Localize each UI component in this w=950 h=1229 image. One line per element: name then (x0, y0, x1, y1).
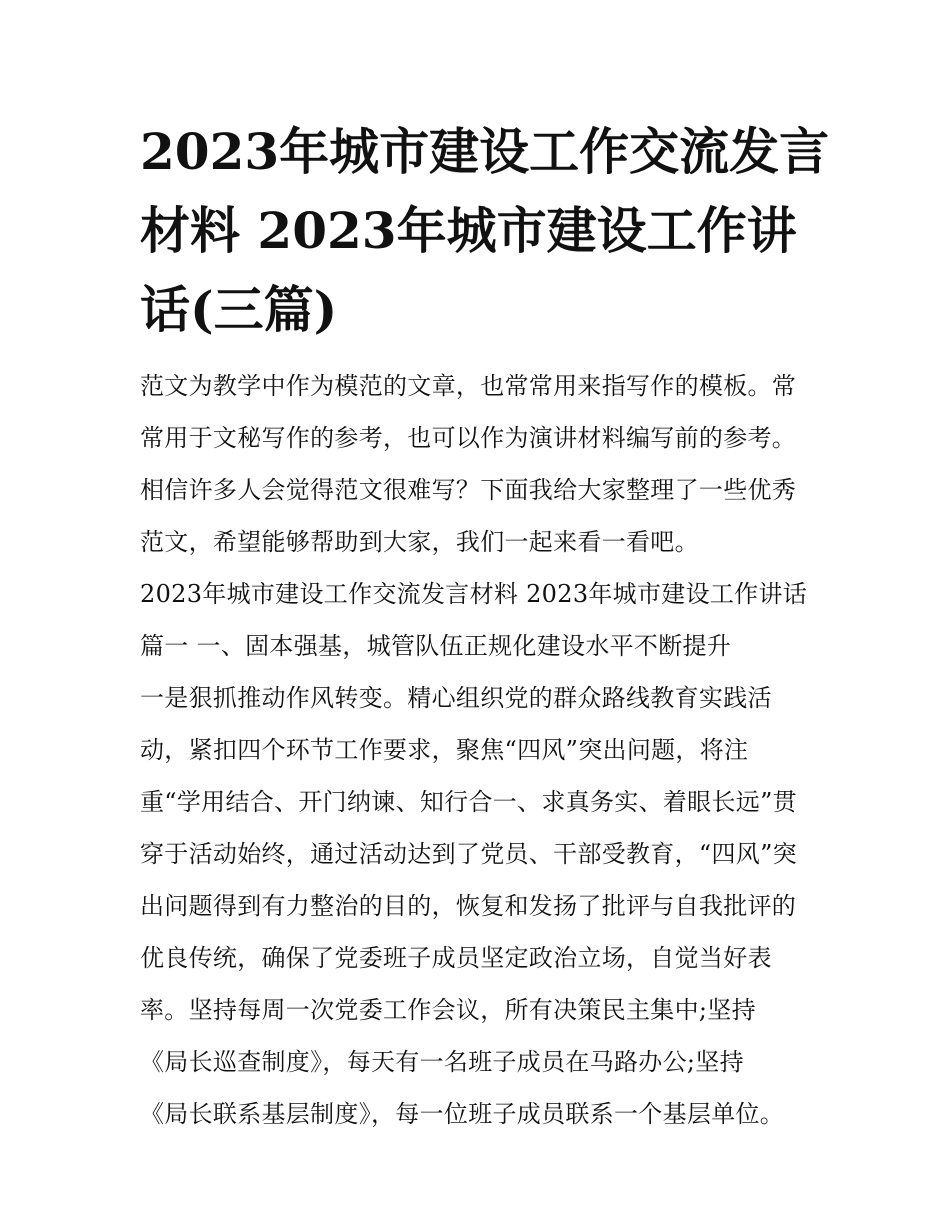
text-line: 率。坚持每周一次党委工作会议，所有决策民主集中;坚持 (140, 996, 756, 1024)
title-line: 2023年城市建设工作交流发言 (140, 122, 830, 181)
intro-paragraph (140, 360, 820, 568)
text-line: 《局长巡查制度》，每天有一名班子成员在马路办公;坚持 (140, 1048, 744, 1076)
text-line: 一是狠抓推动作风转变。精心组织党的群众路线教育实践活 (140, 684, 772, 712)
document-title (140, 112, 830, 349)
document-page (140, 112, 830, 1140)
title-line: 材料 2023年城市建设工作讲 (140, 201, 797, 260)
text-line: 动，紧扣四个环节工作要求，聚焦“四风”突出问题，将注 (140, 736, 749, 764)
text-line: 重“学用结合、开门纳谏、知行合一、求真务实、着眼长远”贯 (140, 788, 797, 816)
text-line: 范文，希望能够帮助到大家，我们一起来看一看吧。 (140, 528, 699, 556)
text-line: 篇一 一、固本强基，城管队伍正规化建设水平不断提升 (140, 632, 732, 660)
text-line: 相信许多人会觉得范文很难写？下面我给大家整理了一些优秀 (140, 476, 797, 504)
body-text (140, 568, 820, 1140)
text-line: 2023年城市建设工作交流发言材料 2023年城市建设工作讲话 (140, 580, 808, 608)
text-line: 常用于文秘写作的参考，也可以作为演讲材料编写前的参考。 (140, 424, 797, 452)
text-line: 优良传统，确保了党委班子成员坚定政治立场，自觉当好表 (140, 944, 772, 972)
text-line: 穿于活动始终，通过活动达到了党员、干部受教育，“四风”突 (140, 840, 797, 868)
title-line: 话(三篇) (140, 280, 338, 339)
text-line: 出问题得到有力整治的目的，恢复和发扬了批评与自我批评的 (140, 892, 797, 920)
text-line: 范文为教学中作为模范的文章，也常常用来指写作的模板。常 (140, 372, 797, 400)
text-line: 《局长联系基层制度》，每一位班子成员联系一个基层单位。 (140, 1100, 785, 1128)
